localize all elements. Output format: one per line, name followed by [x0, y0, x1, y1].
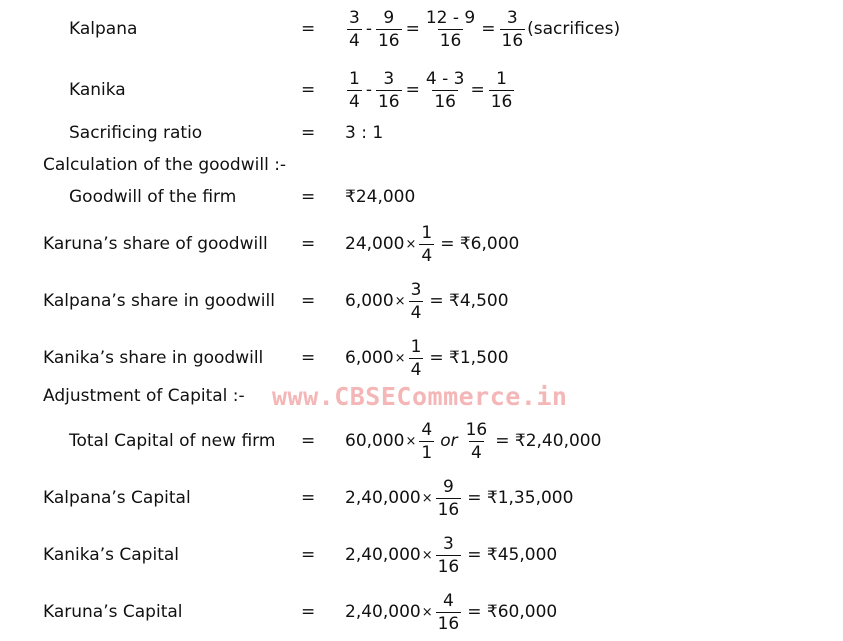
fraction [376, 68, 402, 113]
denominator: 4 [349, 91, 360, 112]
base-amount: 6,000 [345, 291, 394, 311]
equals-sign: = [301, 431, 316, 451]
equals-sign: = [301, 187, 316, 207]
numerator: 16 [465, 419, 488, 440]
equals-sign: = [301, 234, 316, 254]
fraction [347, 68, 362, 113]
denominator: 4 [410, 359, 422, 380]
row-label: Kalpana’s Capital [43, 488, 191, 508]
capital-expression [345, 526, 557, 584]
equals-sign: = [301, 488, 316, 508]
numerator: 4 - 3 [425, 68, 465, 89]
operator: = [481, 19, 496, 39]
fraction [500, 7, 526, 52]
numerator: 1 [349, 68, 360, 89]
denominator: 16 [490, 91, 513, 112]
equals-sign: = [301, 291, 316, 311]
denominator: 16 [501, 30, 524, 51]
numerator: 3 [349, 7, 360, 28]
numerator: 3 [383, 68, 395, 89]
equals-sign: = [301, 545, 316, 565]
result: = ₹60,000 [467, 602, 558, 622]
denominator: 16 [439, 30, 462, 51]
fraction [409, 336, 424, 381]
base-amount: 6,000 [345, 348, 394, 368]
goodwill-value: ₹24,000 [345, 187, 416, 207]
capital-expression [345, 469, 573, 527]
equals-sign: = [301, 602, 316, 622]
kalpana-sacrifice-row [0, 7, 843, 51]
fraction [464, 419, 490, 464]
denominator: 16 [437, 556, 460, 577]
goodwill-expression [345, 329, 509, 387]
equals-sign: = [301, 348, 316, 368]
numerator: 12 - 9 [425, 7, 476, 28]
result: = ₹1,500 [429, 348, 509, 368]
row-label: Kanika’s Capital [43, 545, 179, 565]
karuna-goodwill-row [0, 222, 843, 266]
kanika-goodwill-row [0, 336, 843, 380]
row-label: Kanika [69, 80, 126, 100]
times-sign: × [421, 547, 433, 563]
operator: - [365, 19, 372, 39]
goodwill-expression [345, 215, 519, 273]
row-label: Karuna’s Capital [43, 602, 183, 622]
karuna-capital-row [0, 590, 843, 634]
result: = ₹2,40,000 [495, 431, 602, 451]
fraction [489, 68, 515, 113]
times-sign: × [405, 433, 417, 449]
kalpana-goodwill-row [0, 279, 843, 323]
numerator: 4 [443, 590, 454, 611]
row-label: Kalpana [69, 19, 138, 39]
times-sign: × [421, 604, 433, 620]
kanika-sacrifice-row [0, 68, 843, 112]
numerator: 3 [506, 7, 518, 28]
denominator: 16 [377, 91, 400, 112]
denominator: 4 [471, 442, 482, 463]
operator: = [405, 19, 420, 39]
numerator: 4 [421, 419, 433, 440]
fraction [436, 533, 462, 578]
base-amount: 2,40,000 [345, 488, 421, 508]
equals-sign: = [301, 80, 316, 100]
numerator: 9 [383, 7, 395, 28]
sacrifice-expression [345, 61, 516, 119]
row-label: Goodwill of the firm [69, 187, 237, 207]
row-label: Kanika’s share in goodwill [43, 348, 264, 368]
denominator: 1 [421, 442, 433, 463]
row-label: Kalpana’s share in goodwill [43, 291, 275, 311]
times-sign: × [405, 236, 417, 252]
denominator: 4 [421, 245, 433, 266]
goodwill-firm-row [0, 182, 843, 212]
fraction [409, 279, 424, 324]
fraction [419, 419, 434, 464]
times-sign: × [394, 350, 406, 366]
row-label: Total Capital of new firm [69, 431, 276, 451]
denominator: 4 [349, 30, 360, 51]
fraction [347, 7, 362, 52]
base-amount: 2,40,000 [345, 602, 421, 622]
sacrifice-expression [345, 0, 620, 58]
total-capital-row [0, 419, 843, 463]
fraction [424, 7, 477, 52]
numerator: 9 [443, 476, 454, 497]
or-word: or [440, 431, 458, 451]
denominator: 4 [410, 302, 422, 323]
result: = ₹45,000 [467, 545, 558, 565]
operator: = [470, 80, 485, 100]
result: = ₹4,500 [429, 291, 509, 311]
fraction [436, 590, 462, 635]
base-amount: 60,000 [345, 431, 405, 451]
ratio-value: 3 : 1 [345, 123, 384, 143]
base-amount: 2,40,000 [345, 545, 421, 565]
numerator: 3 [443, 533, 454, 554]
denominator: 16 [437, 499, 460, 520]
equals-sign: = [301, 19, 316, 39]
denominator: 16 [377, 30, 400, 51]
operator: - [365, 80, 372, 100]
times-sign: × [394, 293, 406, 309]
numerator: 1 [496, 68, 507, 89]
row-label: Sacrificing ratio [69, 123, 203, 143]
numerator: 1 [421, 222, 433, 243]
numerator: 3 [410, 279, 422, 300]
fraction [436, 476, 462, 521]
operator: = [405, 80, 420, 100]
kanika-capital-row [0, 533, 843, 577]
result: = ₹6,000 [440, 234, 520, 254]
capital-expression [345, 583, 557, 641]
capital-expression [345, 412, 601, 470]
fraction [424, 68, 467, 113]
goodwill-heading: Calculation of the goodwill :- [43, 155, 287, 175]
times-sign: × [421, 490, 433, 506]
goodwill-expression [345, 272, 509, 330]
fraction [376, 7, 402, 52]
numerator: 1 [410, 336, 422, 357]
capital-heading: Adjustment of Capital :- [43, 386, 245, 406]
base-amount: 24,000 [345, 234, 405, 254]
suffix-note: (sacrifices) [527, 19, 621, 39]
result: = ₹1,35,000 [467, 488, 574, 508]
sacrificing-ratio-row [0, 118, 843, 148]
equals-sign: = [301, 123, 316, 143]
fraction [419, 222, 434, 267]
row-label: Karuna’s share of goodwill [43, 234, 268, 254]
watermark: www.CBSECommerce.in [272, 382, 568, 411]
denominator: 16 [434, 91, 456, 112]
denominator: 16 [437, 613, 460, 634]
kalpana-capital-row [0, 476, 843, 520]
